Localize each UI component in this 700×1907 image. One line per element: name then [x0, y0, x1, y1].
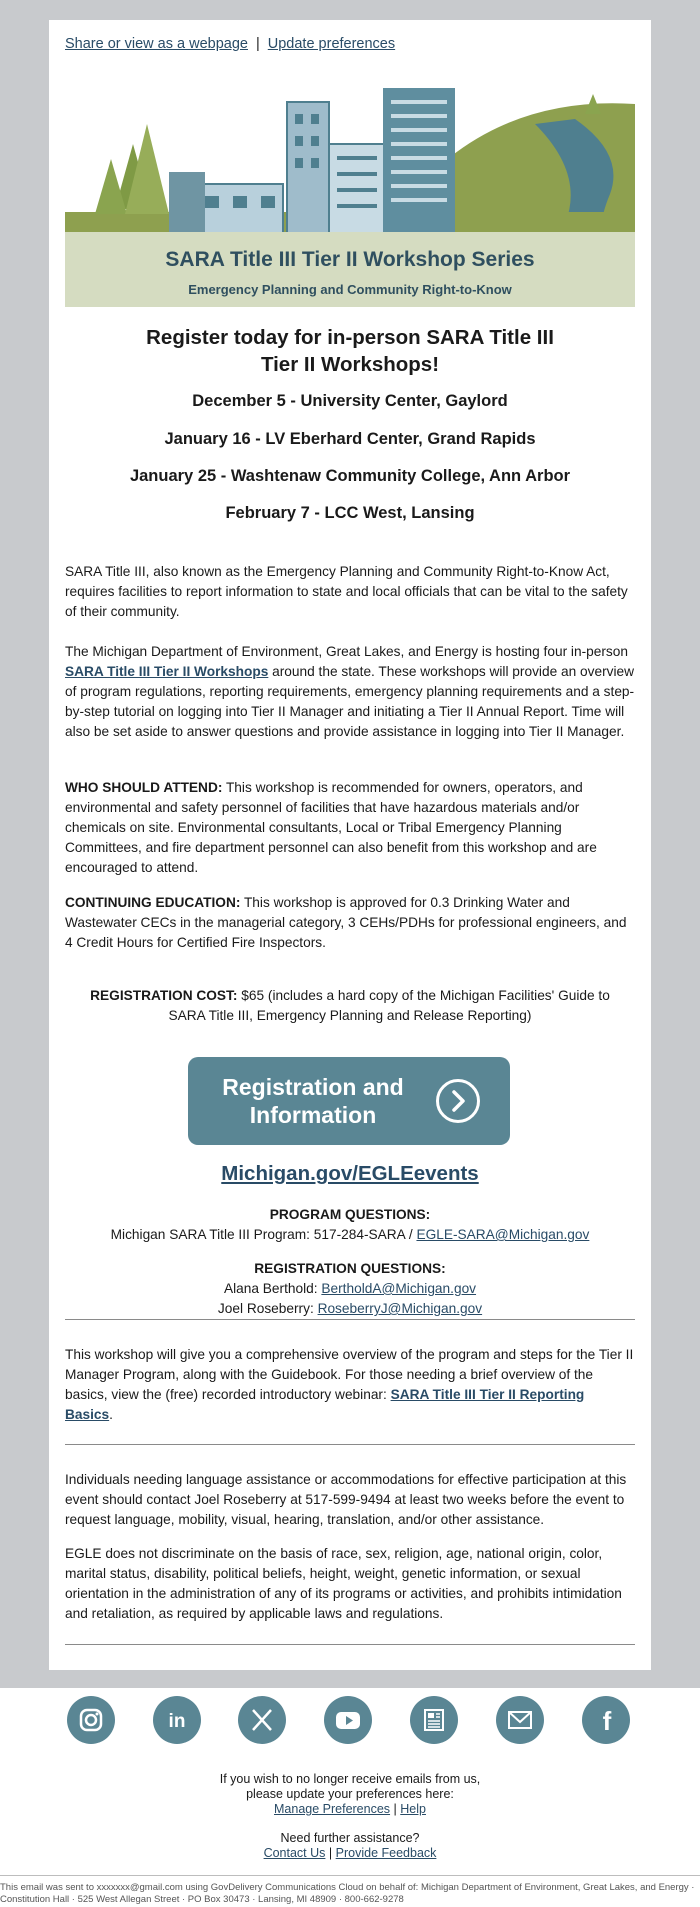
roseberry-email-link[interactable]: RoseberryJ@Michigan.gov	[317, 1301, 483, 1316]
chevron-right-icon	[436, 1079, 480, 1123]
who-should-attend: WHO SHOULD ATTEND: This workshop is recommended for owners, operators, and environmental and safety personnel of facilities that have hazardous materials and/or chemicals on site. Environmental consultants, Local or Tribal Emergency Planning Committees, and fire department personnel can also benefit from this workshop and are encouraged to attend.	[65, 780, 597, 875]
assistance-text: Need further assistance? Contact Us | Provide Feedback	[263, 1831, 437, 1860]
youtube-icon[interactable]	[324, 1696, 372, 1744]
workshops-link[interactable]: SARA Title III Tier II Workshops	[65, 664, 269, 679]
education-label: CONTINUING EDUCATION:	[65, 895, 241, 910]
facebook-icon[interactable]	[582, 1696, 630, 1744]
sara-email-link[interactable]: EGLE-SARA@Michigan.gov	[416, 1227, 590, 1242]
berthold-email-link[interactable]: BertholdA@Michigan.gov	[321, 1281, 477, 1296]
workshop-banner	[65, 84, 635, 307]
headline-line-1: Register today for in-person SARA Title III	[146, 326, 554, 349]
unsubscribe-text: If you wish to no longer receive emails from us, please update your preferences here: Manage Preferences | Help	[219, 1772, 481, 1816]
continuing-education: CONTINUING EDUCATION: This workshop is approved for 0.3 Drinking Water and Wastewater CECs in the managerial category, 3 CEHs/PDHs for professional engineers, and 4 Credit Hours for Certified Fire Inspectors.	[65, 895, 627, 950]
divider	[65, 1644, 635, 1645]
headline-line-2: Tier II Workshops!	[260, 353, 440, 376]
page-headline	[65, 324, 635, 378]
program-questions-label: PROGRAM QUESTIONS:	[269, 1207, 431, 1222]
workshop-date: January 25 - Washtenaw Community College, Ann Arbor	[129, 467, 571, 485]
intro-paragraph: SARA Title III, also known as the Emergency Planning and Community Right-to-Know Act, requires facilities to report information to state and local officials that can be vital to the safety of their community.	[65, 564, 628, 619]
cost-label: REGISTRATION COST:	[90, 988, 238, 1003]
program-questions: PROGRAM QUESTIONS: Michigan SARA Title III Program: 517-284-SARA / EGLE-SARA@Michigan.gov	[65, 1205, 635, 1245]
registration-button-label: Registration and	[222, 1074, 404, 1100]
social-links	[0, 1696, 700, 1746]
attend-label: WHO SHOULD ATTEND:	[65, 780, 223, 795]
manage-preferences-link[interactable]: Manage Preferences	[274, 1802, 391, 1816]
reporting-basics-link[interactable]: SARA Title III Tier II Reporting Basics	[65, 1387, 585, 1422]
help-link[interactable]: Help	[400, 1802, 426, 1816]
contact-us-link[interactable]: Contact Us	[263, 1846, 326, 1860]
svg-text:in: in	[168, 1711, 186, 1732]
divider	[65, 1319, 635, 1320]
news-icon[interactable]	[410, 1696, 458, 1744]
events-link-wrap	[65, 1162, 635, 1186]
events-link[interactable]: Michigan.gov/EGLEevents	[221, 1162, 479, 1185]
registration-button[interactable]: Registration and Information	[188, 1057, 510, 1145]
svg-text:f: f	[602, 1706, 612, 1736]
instagram-icon[interactable]	[67, 1696, 115, 1744]
update-preferences-link[interactable]: Update preferences	[267, 36, 396, 52]
provide-feedback-link[interactable]: Provide Feedback	[335, 1846, 437, 1860]
top-links-separator: |	[255, 36, 260, 52]
registration-cost: REGISTRATION COST: $65 (includes a hard copy of the Michigan Facilities' Guide to SARA Title III, Emergency Planning and Release Reporting)	[90, 988, 610, 1023]
nondiscrimination-paragraph: EGLE does not discriminate on the basis of race, sex, religion, age, national origin, color, marital status, disability, political beliefs, height, weight, genetic information, or sexual orientation in the administration of any of its programs or activities, and prohibits intimidation and retaliation, as required by applicable laws and regulations.	[65, 1546, 622, 1621]
email-body-card	[49, 20, 651, 1670]
top-links	[65, 36, 635, 52]
banner-title: SARA Title III Tier II Workshop Series	[165, 248, 535, 271]
share-webpage-link[interactable]: Share or view as a webpage	[65, 36, 248, 52]
divider	[65, 1444, 635, 1445]
registration-questions: REGISTRATION QUESTIONS: Alana Berthold: BertholdA@Michigan.gov Joel Roseberry: RoseberryJ@Michigan.gov	[65, 1259, 635, 1319]
banner-subtitle: Emergency Planning and Community Right-to-Know	[188, 282, 512, 297]
fine-print: This email was sent to xxxxxxx@gmail.com using GovDelivery Communications Cloud on behalf of: Michigan Department of Environment, Great Lakes, and Energy · Constitution Hall · 525 West Allegan Street · PO Box 30473 · Lansing, MI 48909 · 800-662-9278	[0, 1875, 700, 1906]
overview-paragraph: This workshop will give you a comprehensive overview of the program and steps for the Tier II Manager Program, along with the Guidebook. For those needing a brief overview of the basics, view the (free) recorded introductory webinar: SARA Title III Tier II Reporting Basics.	[65, 1347, 634, 1422]
accessibility-paragraph: Individuals needing language assistance or accommodations for effective participation at this event should contact Joel Roseberry at 517-599-9494 at least two weeks before the event to request language, mobility, visual, hearing, translation, and/or other assistance.	[65, 1472, 627, 1527]
workshop-date: February 7 - LCC West, Lansing	[225, 504, 475, 522]
banner-illustration	[65, 84, 635, 307]
linkedin-icon[interactable]	[153, 1696, 201, 1744]
email-footer	[0, 1688, 700, 1907]
hosting-paragraph: The Michigan Department of Environment, Great Lakes, and Energy is hosting four in-person SARA Title III Tier II Workshops around the state. These workshops will provide an overview of program regulations, reporting requirements, emergency planning requirements and a step-by-step tutorial on logging into Tier II Manager and initiating a Tier II Annual Report. Time will also be set aside to answer questions and provide assistance in logging into Tier II Manager.	[65, 644, 635, 739]
registration-questions-label: REGISTRATION QUESTIONS:	[254, 1261, 446, 1276]
x-icon[interactable]	[238, 1696, 286, 1744]
workshop-date: January 16 - LV Eberhard Center, Grand Rapids	[164, 430, 536, 448]
email-icon[interactable]	[496, 1696, 544, 1744]
workshop-date: December 5 - University Center, Gaylord	[192, 392, 508, 410]
